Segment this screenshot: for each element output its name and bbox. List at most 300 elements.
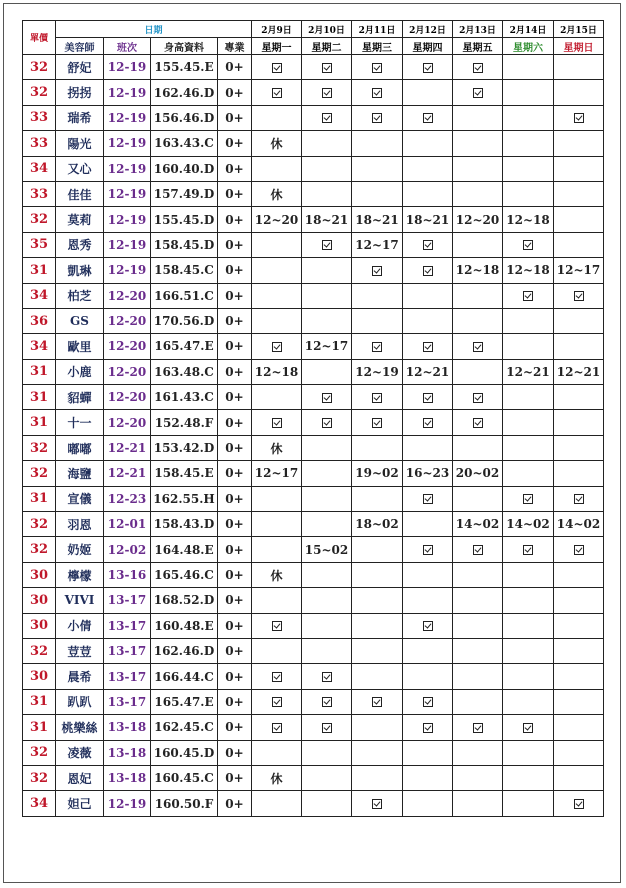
- price-cell: 33: [23, 105, 56, 130]
- weekday-col: 星期四: [403, 38, 453, 55]
- checkbox-icon: [272, 672, 282, 682]
- pro-cell: 0+: [218, 283, 252, 308]
- checkbox-icon: [473, 393, 483, 403]
- body-cell: 165.47.E: [151, 689, 218, 714]
- day-cell: [302, 435, 352, 460]
- day-cell: 12~17: [352, 232, 403, 257]
- table-row: [23, 232, 604, 257]
- table-row: [23, 385, 604, 410]
- day-cell: [302, 613, 352, 638]
- class-cell: 12-19: [104, 258, 151, 283]
- date-header: 日期: [56, 21, 252, 38]
- pro-cell: 0+: [218, 55, 252, 80]
- name-cell: 檸檬: [56, 562, 104, 587]
- day-cell: [554, 486, 604, 511]
- table-row: [23, 410, 604, 435]
- price-cell: 31: [23, 359, 56, 384]
- name-cell: 奶姬: [56, 537, 104, 562]
- day-cell: 休: [252, 765, 302, 790]
- day-cell: [352, 765, 403, 790]
- day-cell: [252, 791, 302, 816]
- body-cell: 166.44.C: [151, 664, 218, 689]
- day-cell: [554, 537, 604, 562]
- table-row: [23, 308, 604, 333]
- class-cell: 12-20: [104, 308, 151, 333]
- day-cell: [453, 435, 503, 460]
- checkbox-icon: [322, 240, 332, 250]
- pro-cell: 0+: [218, 613, 252, 638]
- name-cell: 貂蟬: [56, 385, 104, 410]
- class-cell: 13-17: [104, 588, 151, 613]
- body-cell: 160.45.D: [151, 740, 218, 765]
- day-cell: 16~23: [403, 461, 453, 486]
- day-cell: [302, 461, 352, 486]
- day-cell: [403, 613, 453, 638]
- pro-cell: 0+: [218, 435, 252, 460]
- table-row: [23, 105, 604, 130]
- day-cell: 12~18: [503, 207, 554, 232]
- body-cell: 160.48.E: [151, 613, 218, 638]
- pro-cell: 0+: [218, 105, 252, 130]
- body-cell: 152.48.F: [151, 410, 218, 435]
- checkbox-icon: [322, 418, 332, 428]
- day-cell: [503, 181, 554, 206]
- day-cell: [352, 258, 403, 283]
- day-cell: [352, 715, 403, 740]
- day-cell: [503, 156, 554, 181]
- day-cell: 12~18: [503, 258, 554, 283]
- day-cell: [403, 105, 453, 130]
- day-cell: [302, 181, 352, 206]
- pro-cell: 0+: [218, 461, 252, 486]
- day-cell: [252, 232, 302, 257]
- price-cell: 32: [23, 435, 56, 460]
- price-cell: 34: [23, 334, 56, 359]
- checkbox-icon: [272, 621, 282, 631]
- date-col: 2月10日: [302, 21, 352, 38]
- day-cell: [302, 588, 352, 613]
- day-cell: [453, 740, 503, 765]
- checkbox-icon: [272, 342, 282, 352]
- day-cell: [453, 562, 503, 587]
- schedule-table: [22, 20, 604, 817]
- class-cell: 13-17: [104, 613, 151, 638]
- day-cell: [302, 258, 352, 283]
- price-cell: 30: [23, 664, 56, 689]
- name-cell: 又心: [56, 156, 104, 181]
- price-cell: 31: [23, 486, 56, 511]
- day-cell: 12~18: [453, 258, 503, 283]
- price-cell: 33: [23, 181, 56, 206]
- checkbox-icon: [423, 723, 433, 733]
- day-cell: [554, 283, 604, 308]
- price-cell: 32: [23, 740, 56, 765]
- weekday-col: 星期二: [302, 38, 352, 55]
- checkbox-icon: [473, 418, 483, 428]
- day-cell: [403, 258, 453, 283]
- day-cell: [554, 334, 604, 359]
- class-cell: 13-17: [104, 664, 151, 689]
- body-cell: 162.45.C: [151, 715, 218, 740]
- table-row: [23, 207, 604, 232]
- day-cell: [554, 131, 604, 156]
- day-cell: [503, 232, 554, 257]
- class-cell: 12-19: [104, 791, 151, 816]
- day-cell: [352, 80, 403, 105]
- pro-cell: 0+: [218, 80, 252, 105]
- day-cell: [302, 486, 352, 511]
- body-cell: 158.45.C: [151, 258, 218, 283]
- checkbox-icon: [574, 545, 584, 555]
- name-cell: 莫莉: [56, 207, 104, 232]
- day-cell: [302, 512, 352, 537]
- weekday-col: 星期五: [453, 38, 503, 55]
- class-cell: 12-19: [104, 207, 151, 232]
- day-cell: [554, 740, 604, 765]
- day-cell: 14~02: [554, 512, 604, 537]
- checkbox-icon: [423, 697, 433, 707]
- checkbox-icon: [523, 240, 533, 250]
- day-cell: [453, 334, 503, 359]
- body-cell: 155.45.D: [151, 207, 218, 232]
- price-cell: 32: [23, 55, 56, 80]
- checkbox-icon: [272, 723, 282, 733]
- day-cell: [453, 308, 503, 333]
- name-cell: 荳荳: [56, 638, 104, 663]
- date-col: 2月9日: [252, 21, 302, 38]
- table-row: [23, 715, 604, 740]
- day-cell: [453, 638, 503, 663]
- day-cell: [453, 765, 503, 790]
- checkbox-icon: [372, 63, 382, 73]
- checkbox-icon: [574, 494, 584, 504]
- day-cell: [503, 435, 554, 460]
- name-cell: 十一: [56, 410, 104, 435]
- day-cell: [554, 664, 604, 689]
- checkbox-icon: [523, 723, 533, 733]
- table-row: [23, 359, 604, 384]
- day-cell: [503, 689, 554, 714]
- checkbox-icon: [322, 113, 332, 123]
- name-cell: 小鹿: [56, 359, 104, 384]
- day-cell: [554, 613, 604, 638]
- checkbox-icon: [423, 113, 433, 123]
- day-cell: [453, 613, 503, 638]
- pro-cell: 0+: [218, 512, 252, 537]
- checkbox-icon: [574, 113, 584, 123]
- day-cell: [453, 588, 503, 613]
- checkbox-icon: [423, 545, 433, 555]
- name-cell: 海鹽: [56, 461, 104, 486]
- class-cell: 12-19: [104, 232, 151, 257]
- day-cell: [252, 740, 302, 765]
- class-cell: 12-01: [104, 512, 151, 537]
- day-cell: [403, 410, 453, 435]
- day-cell: [403, 156, 453, 181]
- pro-cell: 0+: [218, 232, 252, 257]
- checkbox-icon: [372, 342, 382, 352]
- price-cell: 35: [23, 232, 56, 257]
- day-cell: [554, 207, 604, 232]
- pro-cell: 0+: [218, 156, 252, 181]
- name-cell: 佳佳: [56, 181, 104, 206]
- checkbox-icon: [423, 342, 433, 352]
- day-cell: [252, 385, 302, 410]
- day-cell: [302, 638, 352, 663]
- name-cell: 妲己: [56, 791, 104, 816]
- day-cell: [252, 105, 302, 130]
- day-cell: [403, 791, 453, 816]
- name-cell: 桃樂絲: [56, 715, 104, 740]
- class-cell: 12-20: [104, 410, 151, 435]
- name-cell: 柏芝: [56, 283, 104, 308]
- checkbox-icon: [322, 393, 332, 403]
- day-cell: [403, 638, 453, 663]
- day-cell: 休: [252, 562, 302, 587]
- day-cell: [302, 765, 352, 790]
- day-cell: [453, 689, 503, 714]
- class-cell: 12-21: [104, 435, 151, 460]
- day-cell: 休: [252, 181, 302, 206]
- day-cell: [453, 105, 503, 130]
- day-cell: 12~20: [252, 207, 302, 232]
- checkbox-icon: [574, 799, 584, 809]
- pro-header: 專業: [218, 38, 252, 55]
- price-cell: 32: [23, 537, 56, 562]
- day-cell: [252, 613, 302, 638]
- day-cell: [554, 689, 604, 714]
- day-cell: 12~20: [453, 207, 503, 232]
- checkbox-icon: [322, 723, 332, 733]
- day-cell: [453, 232, 503, 257]
- class-cell: 12-19: [104, 156, 151, 181]
- day-cell: [554, 715, 604, 740]
- day-cell: [453, 664, 503, 689]
- day-cell: 休: [252, 131, 302, 156]
- class-cell: 12-19: [104, 181, 151, 206]
- day-cell: 15~02: [302, 537, 352, 562]
- name-cell: 瑞希: [56, 105, 104, 130]
- checkbox-icon: [574, 291, 584, 301]
- day-cell: [403, 562, 453, 587]
- checkbox-icon: [272, 88, 282, 98]
- day-cell: [453, 385, 503, 410]
- table-row: [23, 334, 604, 359]
- day-cell: [352, 613, 403, 638]
- day-cell: [302, 80, 352, 105]
- checkbox-icon: [322, 672, 332, 682]
- pro-cell: 0+: [218, 791, 252, 816]
- checkbox-icon: [473, 342, 483, 352]
- day-cell: [352, 486, 403, 511]
- name-cell: 宣儀: [56, 486, 104, 511]
- body-header: 身高資料: [151, 38, 218, 55]
- day-cell: [352, 181, 403, 206]
- pro-cell: 0+: [218, 588, 252, 613]
- pro-cell: 0+: [218, 410, 252, 435]
- day-cell: [453, 715, 503, 740]
- day-cell: [554, 232, 604, 257]
- pro-cell: 0+: [218, 715, 252, 740]
- day-cell: [352, 105, 403, 130]
- class-cell: 13-17: [104, 638, 151, 663]
- schedule-rows: [23, 55, 604, 817]
- day-cell: [302, 562, 352, 587]
- table-row: [23, 638, 604, 663]
- day-cell: [503, 80, 554, 105]
- checkbox-icon: [372, 418, 382, 428]
- day-cell: [503, 131, 554, 156]
- weekday-col: 星期一: [252, 38, 302, 55]
- day-cell: [352, 638, 403, 663]
- day-cell: [302, 283, 352, 308]
- class-cell: 12-20: [104, 283, 151, 308]
- weekday-col-sunday: 星期日: [554, 38, 604, 55]
- price-cell: 32: [23, 207, 56, 232]
- day-cell: [554, 105, 604, 130]
- day-cell: [403, 283, 453, 308]
- day-cell: [352, 435, 403, 460]
- day-cell: [403, 740, 453, 765]
- day-cell: 18~21: [302, 207, 352, 232]
- table-row: [23, 613, 604, 638]
- body-cell: 160.40.D: [151, 156, 218, 181]
- day-cell: [503, 562, 554, 587]
- price-cell: 32: [23, 461, 56, 486]
- day-cell: [403, 55, 453, 80]
- checkbox-icon: [372, 88, 382, 98]
- checkbox-icon: [473, 88, 483, 98]
- day-cell: [554, 461, 604, 486]
- checkbox-icon: [322, 697, 332, 707]
- date-col: 2月11日: [352, 21, 403, 38]
- name-cell: 陽光: [56, 131, 104, 156]
- day-cell: 12~21: [403, 359, 453, 384]
- pro-cell: 0+: [218, 131, 252, 156]
- body-cell: 170.56.D: [151, 308, 218, 333]
- day-cell: 12~17: [252, 461, 302, 486]
- checkbox-icon: [372, 799, 382, 809]
- checkbox-icon: [523, 545, 533, 555]
- day-cell: [554, 588, 604, 613]
- day-cell: [403, 131, 453, 156]
- class-cell: 12-19: [104, 55, 151, 80]
- day-cell: [302, 791, 352, 816]
- table-row: [23, 435, 604, 460]
- pro-cell: 0+: [218, 207, 252, 232]
- day-cell: [403, 588, 453, 613]
- class-cell: 13-18: [104, 715, 151, 740]
- price-cell: 31: [23, 689, 56, 714]
- price-cell: 32: [23, 80, 56, 105]
- table-row: [23, 512, 604, 537]
- name-cell: GS: [56, 308, 104, 333]
- checkbox-icon: [423, 266, 433, 276]
- day-cell: [252, 410, 302, 435]
- price-cell: 30: [23, 613, 56, 638]
- day-cell: 12~21: [503, 359, 554, 384]
- day-cell: [252, 715, 302, 740]
- day-cell: [403, 715, 453, 740]
- day-cell: [403, 232, 453, 257]
- day-cell: [503, 410, 554, 435]
- pro-cell: 0+: [218, 258, 252, 283]
- body-cell: 166.51.C: [151, 283, 218, 308]
- day-cell: [554, 435, 604, 460]
- name-cell: 拐拐: [56, 80, 104, 105]
- checkbox-icon: [272, 63, 282, 73]
- name-cell: 羽恩: [56, 512, 104, 537]
- body-cell: 163.48.C: [151, 359, 218, 384]
- day-cell: [252, 537, 302, 562]
- name-cell: 趴趴: [56, 689, 104, 714]
- day-cell: [554, 562, 604, 587]
- day-cell: [503, 308, 554, 333]
- pro-cell: 0+: [218, 385, 252, 410]
- name-cell: 恩秀: [56, 232, 104, 257]
- day-cell: 18~02: [352, 512, 403, 537]
- day-cell: [352, 740, 403, 765]
- body-cell: 165.47.E: [151, 334, 218, 359]
- weekday-col-saturday: 星期六: [503, 38, 554, 55]
- name-cell: 凱琳: [56, 258, 104, 283]
- day-cell: [503, 537, 554, 562]
- class-cell: 12-19: [104, 80, 151, 105]
- day-cell: [554, 385, 604, 410]
- day-cell: [503, 283, 554, 308]
- day-cell: [403, 689, 453, 714]
- day-cell: [403, 308, 453, 333]
- price-cell: 33: [23, 131, 56, 156]
- pro-cell: 0+: [218, 664, 252, 689]
- day-cell: [302, 55, 352, 80]
- body-cell: 156.46.D: [151, 105, 218, 130]
- day-cell: [503, 638, 554, 663]
- date-col: 2月13日: [453, 21, 503, 38]
- body-cell: 157.49.D: [151, 181, 218, 206]
- checkbox-icon: [523, 494, 533, 504]
- class-cell: 12-21: [104, 461, 151, 486]
- body-cell: 164.48.E: [151, 537, 218, 562]
- day-cell: [403, 664, 453, 689]
- day-cell: 18~21: [352, 207, 403, 232]
- table-row: [23, 537, 604, 562]
- body-cell: 162.55.H: [151, 486, 218, 511]
- table-row: [23, 283, 604, 308]
- price-cell: 34: [23, 791, 56, 816]
- day-cell: [352, 131, 403, 156]
- price-cell: 36: [23, 308, 56, 333]
- day-cell: 20~02: [453, 461, 503, 486]
- checkbox-icon: [272, 697, 282, 707]
- day-cell: [403, 80, 453, 105]
- price-cell: 31: [23, 410, 56, 435]
- body-cell: 163.43.C: [151, 131, 218, 156]
- name-cell: 歐里: [56, 334, 104, 359]
- price-cell: 31: [23, 258, 56, 283]
- checkbox-icon: [473, 545, 483, 555]
- day-cell: [302, 385, 352, 410]
- table-row: [23, 258, 604, 283]
- checkbox-icon: [372, 393, 382, 403]
- pro-cell: 0+: [218, 334, 252, 359]
- price-header: 單價: [23, 21, 56, 55]
- day-cell: [503, 334, 554, 359]
- class-cell: 12-23: [104, 486, 151, 511]
- body-cell: 162.46.D: [151, 638, 218, 663]
- day-cell: [554, 765, 604, 790]
- price-cell: 31: [23, 385, 56, 410]
